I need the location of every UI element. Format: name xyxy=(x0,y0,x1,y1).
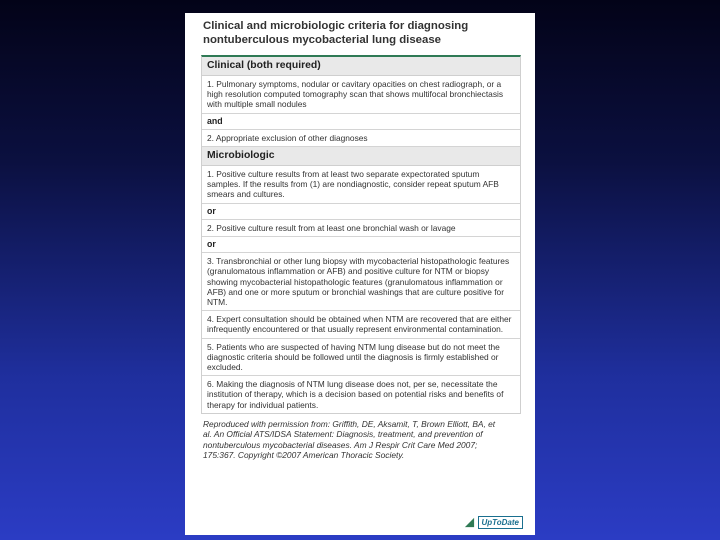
uptodate-wordmark: UpToDate xyxy=(478,516,523,529)
clinical-heading: Clinical (both required) xyxy=(202,57,520,76)
uptodate-logo xyxy=(464,516,523,529)
clinical-criterion-2: 2. Appropriate exclusion of other diagnoses xyxy=(202,130,520,147)
conjunction-or-2: or xyxy=(202,237,520,253)
criteria-document xyxy=(185,13,535,535)
clinical-criterion-1: 1. Pulmonary symptoms, nodular or cavitary opacities on chest radiograph, or a high resolution computed tomography scan that shows multifocal bronchiectasis with multiple small nodules xyxy=(202,76,520,114)
document-title: Clinical and microbiologic criteria for diagnosing nontuberculous mycobacterial lung disease xyxy=(203,20,469,46)
micro-criterion-5: 5. Patients who are suspected of having NTM lung disease but do not meet the diagnostic criteria should be followed until the diagnosis is firmly established or excluded. xyxy=(202,339,520,377)
micro-criterion-3: 3. Transbronchial or other lung biopsy with mycobacterial histopathologic features (granulomatous inflammation or AFB) and positive culture for NTM or biopsy showing mycobacterial histopathologic features (granulomatous inflammation or AFB) and one or more sputum or bronchial washings that are culture positive for NTM. xyxy=(202,253,520,311)
conjunction-and: and xyxy=(202,114,520,130)
micro-criterion-1: 1. Positive culture results from at least two separate expectorated sputum samples. If the results from (1) are nondiagnostic, consider repeat sputum AFB smears and cultures. xyxy=(202,166,520,204)
citation-footnote: Reproduced with permission from: Griffith, DE, Aksamit, T, Brown Elliott, BA, et al. An Official ATS/IDSA Statement: Diagnosis, treatment, and prevention of nontuberculous mycobacterial diseases. Am J Respir Crit Care Med 2007; 175:367. Copyright ©2007 American Thoracic Society. xyxy=(203,418,496,461)
micro-criterion-6: 6. Making the diagnosis of NTM lung disease does not, per se, necessitate the institution of therapy, which is a decision based on potential risks and benefits of therapy for individual patients. xyxy=(207,379,504,410)
uptodate-mark-icon xyxy=(464,517,475,528)
conjunction-or-1: or xyxy=(202,204,520,220)
microbiologic-heading: Microbiologic xyxy=(202,147,520,166)
micro-criterion-4: 4. Expert consultation should be obtained when NTM are recovered that are either infrequently encountered or that usually represent environmental contamination. xyxy=(202,311,520,338)
micro-criterion-2: 2. Positive culture result from at least one bronchial wash or lavage xyxy=(202,220,520,237)
criteria-table xyxy=(201,55,521,414)
